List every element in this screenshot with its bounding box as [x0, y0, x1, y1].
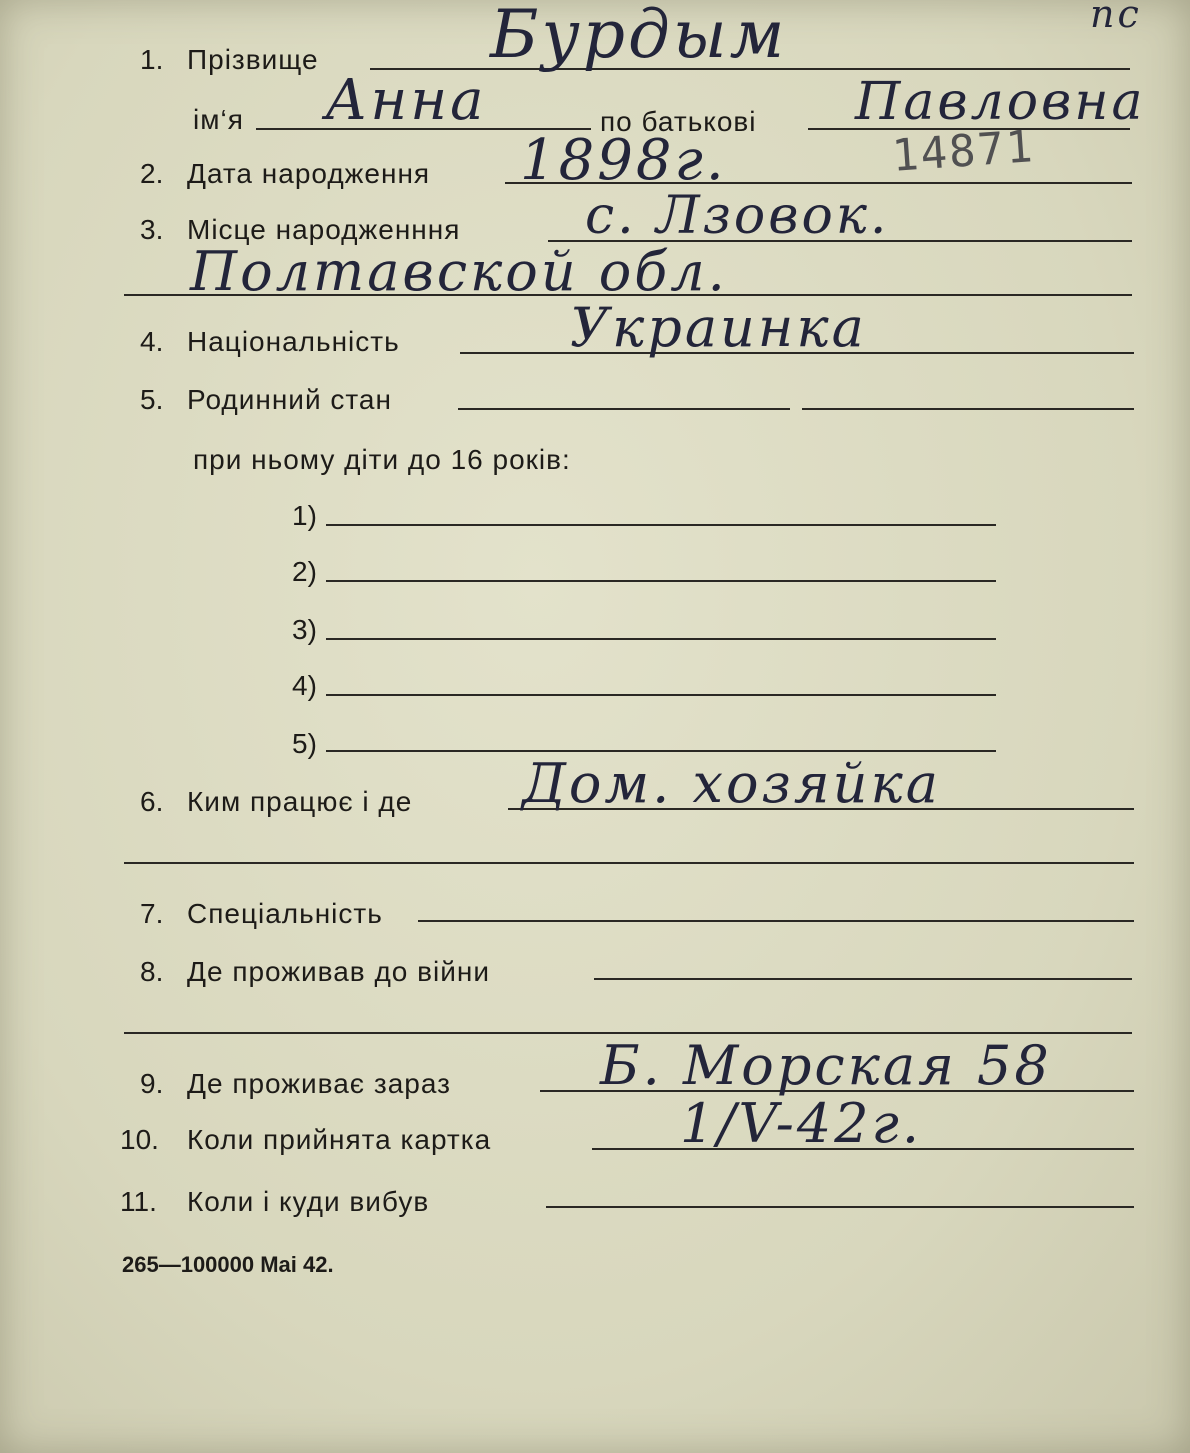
field-8-number: 8.: [140, 956, 164, 987]
occupation-line-2: [124, 862, 1134, 864]
birth-place-value: с. Лзовок.: [585, 186, 890, 246]
field-6-number: 6.: [140, 786, 164, 817]
field-3-number: 3.: [140, 214, 164, 245]
child-5-number: 5): [292, 728, 317, 759]
child-4-line: [326, 694, 996, 696]
birth-place-value-2: Полтавской обл.: [190, 240, 728, 303]
child-3-number: 3): [292, 614, 317, 645]
specialty-line: [418, 920, 1134, 922]
field-4-number: 4.: [140, 326, 164, 357]
prewar-residence-line: [594, 978, 1132, 980]
specialty-label: Спеціальність: [187, 898, 383, 929]
patronymic-value: Павловна: [855, 72, 1146, 132]
first-name-label: ім‘я: [193, 104, 244, 135]
birth-date-value: 1898г.: [520, 128, 727, 193]
occupation-value: Дом. хозяйка: [522, 752, 941, 815]
child-4-number: 4): [292, 670, 317, 701]
children-label: при ньому діти до 16 років:: [193, 444, 571, 475]
child-1-number: 1): [292, 500, 317, 531]
birth-place-label: Місце народженння: [187, 214, 461, 245]
first-name-value: Анна: [325, 68, 487, 133]
nationality-label: Національність: [187, 326, 400, 357]
current-residence-value: Б. Морская 58: [600, 1034, 1052, 1097]
surname-label: Прізвище: [187, 44, 319, 75]
patronymic-label: по батькові: [600, 106, 757, 137]
child-2-line: [326, 580, 996, 582]
field-1-number: 1.: [140, 44, 164, 75]
card-accepted-value: 1/V-42г.: [680, 1092, 923, 1155]
nationality-value: Украинка: [570, 296, 867, 359]
marital-status-line-2: [802, 408, 1134, 410]
marital-status-label: Родинний стан: [187, 384, 392, 415]
child-3-line: [326, 638, 996, 640]
archive-number: 14871: [890, 121, 1037, 182]
card-accepted-label: Коли прийнята картка: [187, 1124, 492, 1155]
departure-line: [546, 1206, 1134, 1208]
print-code: 265—100000 Mai 42.: [122, 1252, 334, 1277]
birth-date-label: Дата народження: [187, 158, 431, 189]
field-9-number: 9.: [140, 1068, 164, 1099]
field-10-number: 10.: [120, 1124, 159, 1155]
current-residence-label: Де проживає зараз: [187, 1068, 451, 1099]
prewar-residence-label: Де проживав до війни: [187, 956, 490, 987]
field-11-number: 11.: [120, 1186, 157, 1217]
marital-status-line-1: [458, 408, 790, 410]
occupation-label: Ким працює і де: [187, 786, 413, 817]
departure-label: Коли і куди вибув: [187, 1186, 430, 1217]
field-2-number: 2.: [140, 158, 164, 189]
child-2-number: 2): [292, 556, 317, 587]
field-7-number: 7.: [140, 898, 164, 929]
corner-mark: пс: [1090, 0, 1142, 36]
child-1-line: [326, 524, 996, 526]
surname-value: Бурдым: [490, 0, 788, 73]
field-5-number: 5.: [140, 384, 164, 415]
